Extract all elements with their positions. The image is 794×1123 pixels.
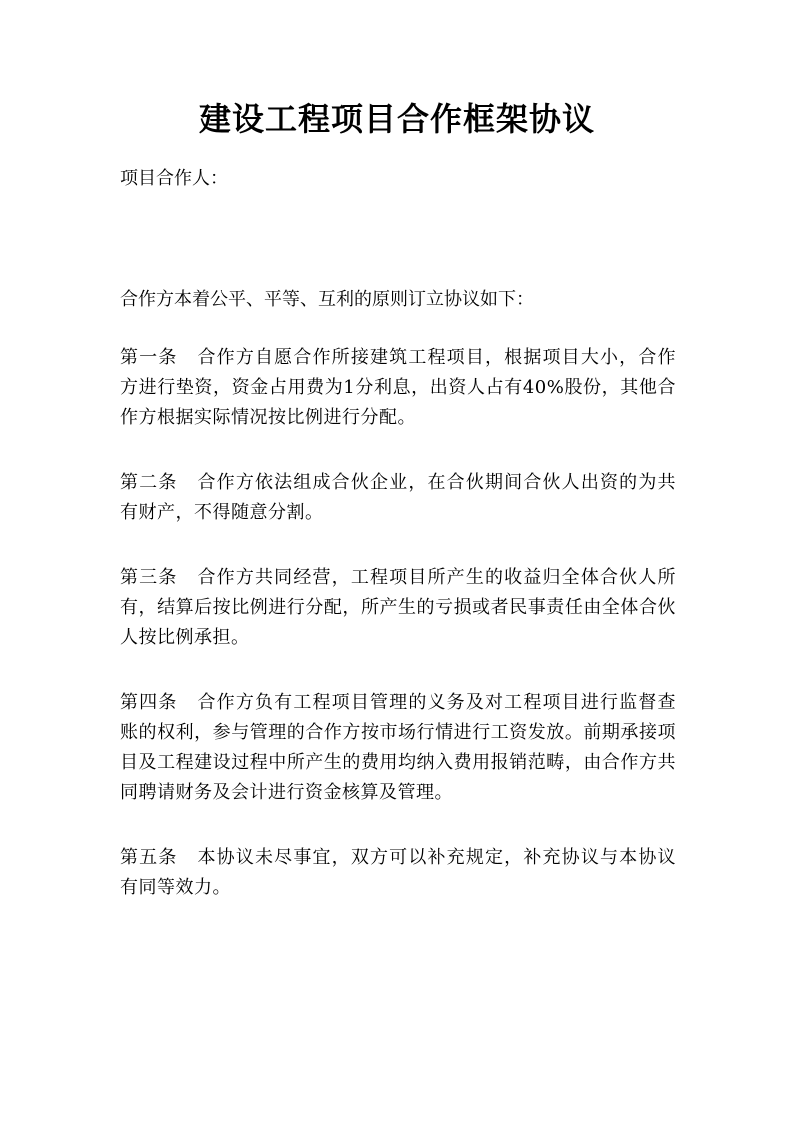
article-text: 本协议未尽事宜，双方可以补充规定，补充协议与本协议有同等效力。 [120,847,676,898]
article-5 [120,843,676,903]
article-3 [120,563,676,653]
article-label: 第一条 [120,347,178,368]
article-4 [120,688,676,808]
article-text: 合作方负有工程项目管理的义务及对工程项目进行监督查账的权利，参与管理的合作方按市场行情进行工资发放。前期承接项目及工程建设过程中所产生的费用均纳入费用报销范畴，由合作方共同聘请财务及会计进行资金核算及管理。 [120,692,676,803]
article-label: 第五条 [120,847,178,868]
article-text: 合作方依法组成合伙企业，在合伙期间合伙人出资的为共有财产，不得随意分割。 [120,472,676,523]
partner-label: 项目合作人： [120,168,228,189]
document-title: 建设工程项目合作框架协议 [198,100,595,138]
article-2 [120,468,676,528]
article-label: 第三条 [120,567,178,588]
article-1 [120,343,676,433]
intro-paragraph: 合作方本着公平、平等、互利的原则订立协议如下： [120,289,534,310]
article-text: 合作方自愿合作所接建筑工程项目，根据项目大小，合作方进行垫资，资金占用费为1分利息，出资人占有40%股份，其他合作方根据实际情况按比例进行分配。 [120,347,676,428]
article-label: 第四条 [120,692,178,713]
article-text: 合作方共同经营，工程项目所产生的收益归全体合伙人所有，结算后按比例进行分配，所产生的亏损或者民事责任由全体合伙人按比例承担。 [120,567,676,648]
article-label: 第二条 [120,472,178,493]
articles-list [120,343,676,938]
